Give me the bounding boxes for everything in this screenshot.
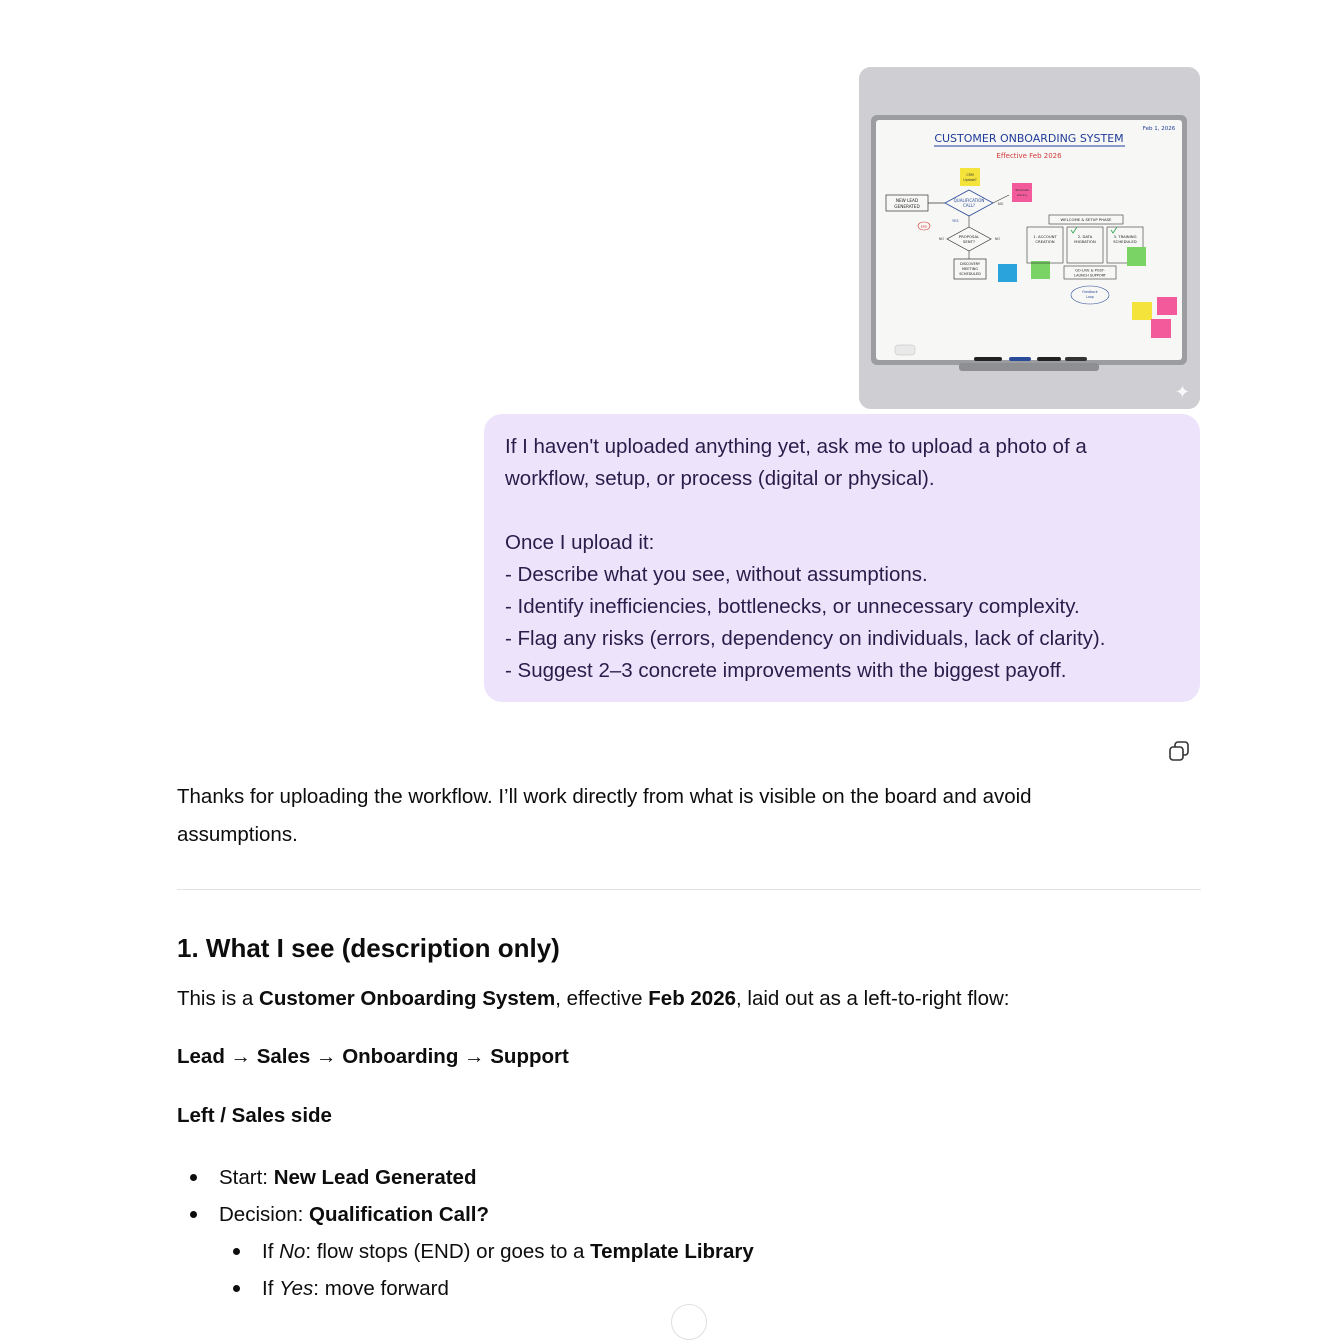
- blank-line: [505, 495, 1179, 527]
- text: : move forward: [313, 1277, 449, 1300]
- sticky-crm: [960, 168, 980, 186]
- node-proposal-2: SENT?: [963, 239, 975, 244]
- node-account-1: 1. ACCOUNT: [1033, 234, 1057, 239]
- section-heading: 1. What I see (description only): [177, 933, 560, 963]
- copy-icon: [1168, 740, 1190, 762]
- scroll-down-button[interactable]: [671, 1304, 707, 1340]
- user-message-line: - Describe what you see, without assumptions.: [505, 563, 928, 586]
- node-welcome: WELCOME & SETUP PHASE: [1060, 217, 1112, 222]
- whiteboard-photo: [859, 67, 1200, 409]
- sticky-crm-1: CRM: [966, 173, 974, 177]
- assistant-intro: [177, 778, 1201, 854]
- sticky-crm-2: Update?: [963, 178, 977, 182]
- uploaded-image[interactable]: [859, 67, 1200, 409]
- node-proposal-1: PROPOSAL: [958, 234, 980, 239]
- node-end: END: [920, 224, 928, 229]
- flow-summary: Lead → Sales → Onboarding → Support: [177, 1045, 569, 1068]
- list-item: [177, 1233, 1201, 1270]
- text: Start:: [219, 1166, 274, 1189]
- node-new-lead-2: GENERATED: [894, 204, 920, 209]
- bullet-list: [177, 1159, 1201, 1307]
- section-divider: [177, 889, 1201, 890]
- node-training-2: SCHEDULED: [1113, 239, 1137, 244]
- text: If: [262, 1240, 280, 1263]
- text-italic: Yes: [279, 1277, 314, 1300]
- node-feedback-2: Loop: [1086, 295, 1094, 299]
- user-message-line: - Suggest 2–3 concrete improvements with the biggest payoff.: [505, 659, 1067, 682]
- list-item: [177, 1159, 1201, 1196]
- list-item: [177, 1270, 1201, 1307]
- system-name: Customer Onboarding System: [259, 987, 556, 1010]
- label-yes: YES: [952, 219, 959, 223]
- node-data-2: MIGRATION: [1074, 239, 1096, 244]
- subheading-sales-side: Left / Sales side: [177, 1104, 332, 1127]
- node-discovery-2: MEETING: [962, 267, 978, 271]
- user-message-line: - Flag any risks (errors, dependency on individuals, lack of clarity).: [505, 627, 1106, 650]
- node-qualification-2: CALL?: [962, 203, 976, 208]
- board-date: Feb 1, 2026: [1142, 126, 1176, 132]
- node-qualification-1: QUALIFICATION: [953, 198, 985, 203]
- text-bold: Template Library: [590, 1240, 754, 1263]
- user-message-line: If I haven't uploaded anything yet, ask me to upload a photo of a: [505, 435, 1087, 458]
- text: Decision:: [219, 1203, 310, 1226]
- text-italic: No: [279, 1240, 306, 1263]
- text: : flow stops (END) or goes to a: [305, 1240, 591, 1263]
- node-feedback-1: Feedback: [1082, 290, 1098, 294]
- description-paragraph: [177, 983, 1201, 1015]
- node-discovery-3: SCHEDULED: [959, 272, 981, 276]
- board-subtitle: Effective Feb 2026: [996, 152, 1062, 160]
- intro-line-1: Thanks for uploading the workflow. I’ll work directly from what is visible on the board and avoid: [177, 785, 1032, 808]
- assistant-message: [177, 778, 1201, 1307]
- label-no-1: NO: [998, 202, 1004, 206]
- list-item: [177, 1196, 1201, 1233]
- text: , effective: [555, 987, 649, 1010]
- label-no-3: NO: [995, 237, 1000, 241]
- node-training-1: 3. TRAINING: [1113, 234, 1137, 239]
- node-golive-1: GO-LIVE & POST-: [1075, 268, 1105, 273]
- node-golive-2: LAUNCH SUPPORT: [1074, 273, 1106, 278]
- user-message-line: - Identify inefficiencies, bottlenecks, or unnecessary complexity.: [505, 595, 1080, 618]
- text: If: [262, 1277, 280, 1300]
- node-account-2: CREATION: [1035, 239, 1055, 244]
- effective-date: Feb 2026: [648, 987, 737, 1010]
- text-bold: New Lead Generated: [273, 1166, 477, 1189]
- sparkle-icon: ✦: [1174, 382, 1190, 402]
- user-message-line: Once I upload it:: [505, 531, 655, 554]
- intro-line-2: assumptions.: [177, 823, 298, 846]
- board-title: CUSTOMER ONBOARDING SYSTEM: [934, 132, 1124, 145]
- node-new-lead-1: NEW LEAD: [895, 198, 919, 203]
- user-message-line: workflow, setup, or process (digital or physical).: [505, 467, 935, 490]
- text-bold: Qualification Call?: [309, 1203, 489, 1226]
- node-data-1: 2. DATA: [1077, 234, 1093, 239]
- text: , laid out as a left-to-right flow:: [736, 987, 1010, 1010]
- text: This is a: [177, 987, 260, 1010]
- label-no-2: NO: [939, 237, 944, 241]
- sticky-template-2: Library: [1016, 193, 1028, 197]
- node-discovery-1: DISCOVERY: [959, 262, 981, 266]
- sticky-template-1: Template: [1015, 188, 1029, 192]
- copy-message-button[interactable]: [1166, 738, 1192, 764]
- user-message-bubble: [484, 414, 1200, 702]
